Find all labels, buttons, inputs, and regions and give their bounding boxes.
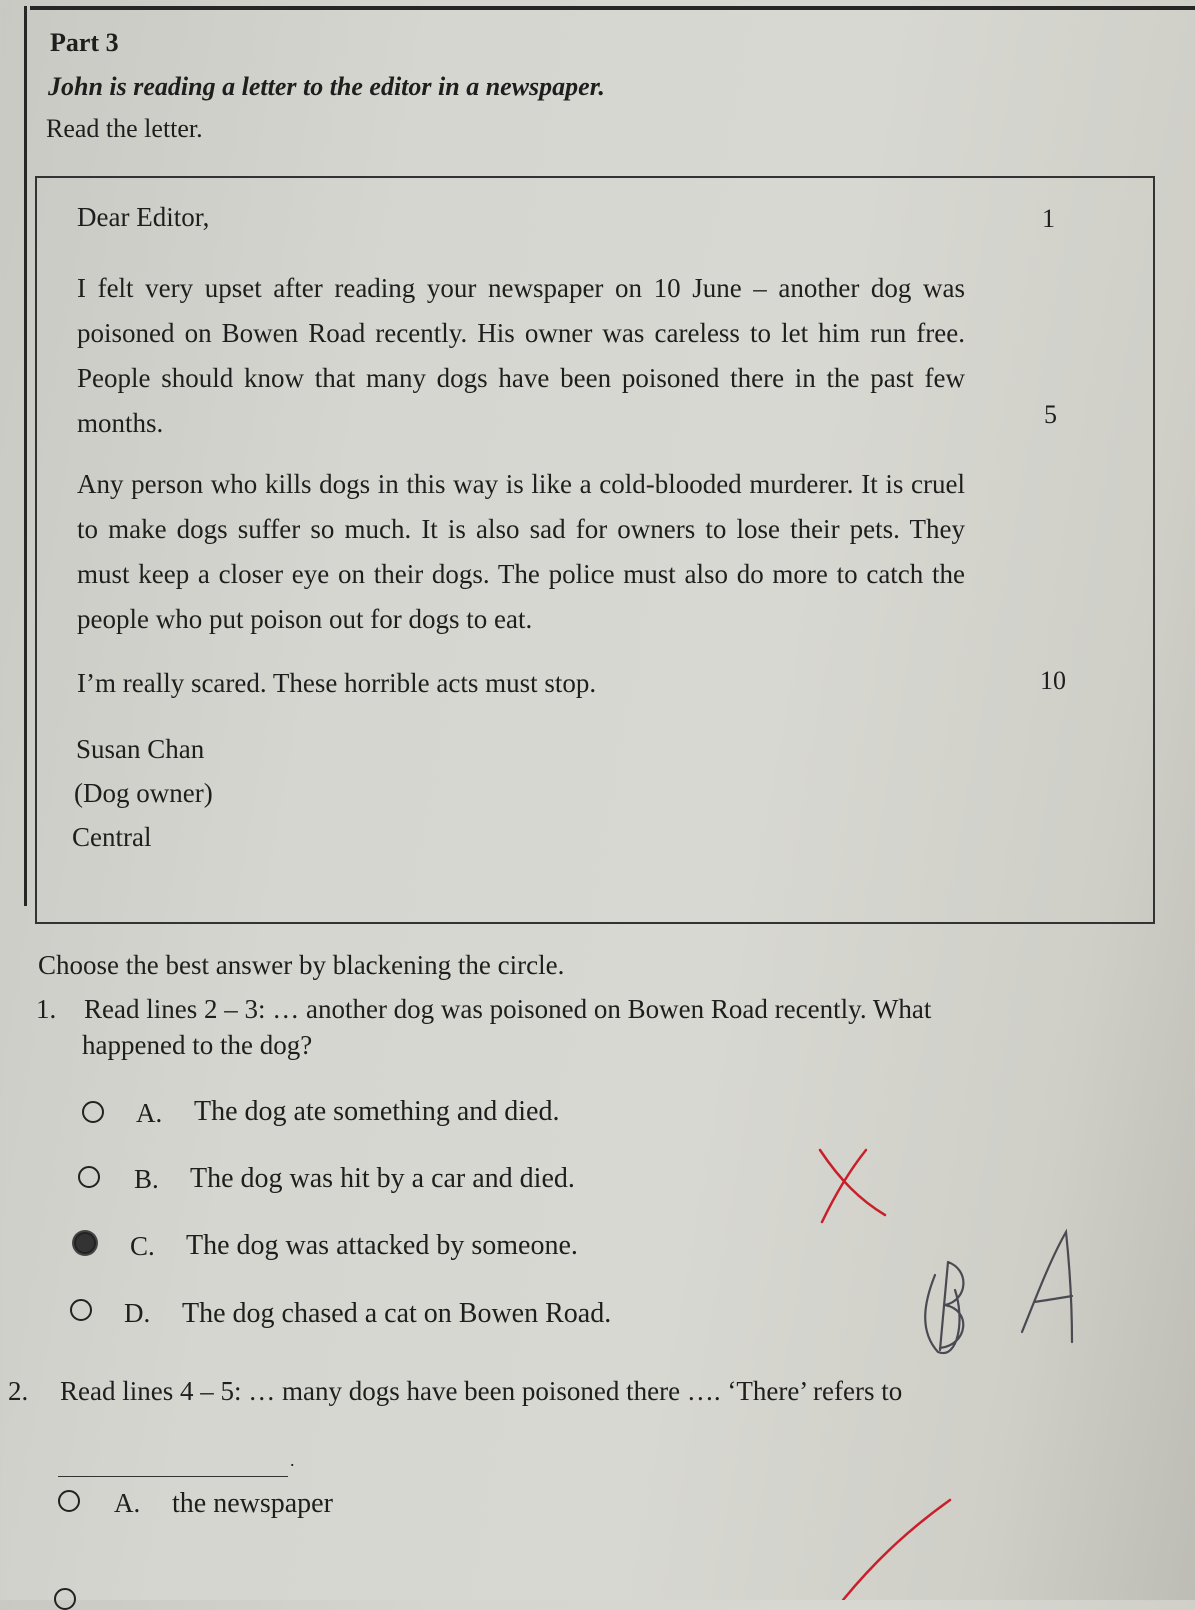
signature-role: (Dog owner) — [74, 778, 213, 808]
q1-option-c-text: The dog was attacked by someone. — [186, 1230, 578, 1261]
question-2-blank-period: . — [290, 1450, 295, 1470]
scribbled-letter — [925, 1262, 963, 1353]
q2-option-a-text: the newspaper — [172, 1488, 333, 1519]
question-2-text-line1: Read lines 4 – 5: … many dogs have been poisoned there …. ‘There’ refers to — [60, 1376, 903, 1406]
letter-paragraph-3: I’m really scared. These horrible acts must stop. — [77, 668, 597, 698]
letter-paragraph-2: Any person who kills dogs in this way is like a cold-blooded murderer. It is cruel to make dogs suffer so much. It is also sad for owners to lose their pets. They must keep a closer eye on their dogs. The police must also do more to catch the people who put poison out for dogs to eat. — [77, 469, 965, 634]
signature-place: Central — [72, 822, 152, 852]
section-intro: John is reading a letter to the editor in a newspaper. — [48, 72, 605, 101]
part-title: Part 3 — [50, 28, 119, 57]
q1-option-c-letter: C. — [130, 1231, 155, 1261]
q1-option-b-letter: B. — [134, 1164, 159, 1194]
read-instruction: Read the letter. — [46, 114, 203, 143]
red-cross-mark — [820, 1150, 885, 1222]
red-check-mark — [843, 1500, 950, 1600]
q1-option-a-letter: A. — [136, 1098, 163, 1128]
q1-option-b-text: The dog was hit by a car and died. — [190, 1163, 575, 1194]
q2-option-a-letter: A. — [114, 1488, 141, 1518]
choose-instruction: Choose the best answer by blackening the circle. — [38, 950, 565, 980]
letter-paragraph-1: I felt very upset after reading your newspaper on 10 June – another dog was poisoned on Bowen Road recently. His owner was careless to let him run free. People should know that many dogs have been poisoned there in the past few months. — [77, 273, 965, 438]
line-number-1: 1 — [1042, 204, 1055, 233]
signature-name: Susan Chan — [76, 734, 205, 764]
question-1-text-line2: happened to the dog? — [82, 1030, 313, 1060]
handwritten-a-mark — [1022, 1232, 1072, 1342]
q1-option-d-letter: D. — [124, 1298, 151, 1328]
question-1-text-line1: Read lines 2 – 3: … another dog was poisoned on Bowen Road recently. What — [84, 994, 932, 1024]
letter-greeting: Dear Editor, — [77, 202, 210, 232]
question-2-number: 2. — [8, 1376, 29, 1406]
question-1-number: 1. — [36, 994, 57, 1024]
q1-option-a-text: The dog ate something and died. — [194, 1096, 560, 1127]
q1-option-d-text: The dog chased a cat on Bowen Road. — [182, 1298, 612, 1329]
line-number-5: 5 — [1044, 400, 1057, 429]
line-number-10: 10 — [1040, 666, 1066, 695]
